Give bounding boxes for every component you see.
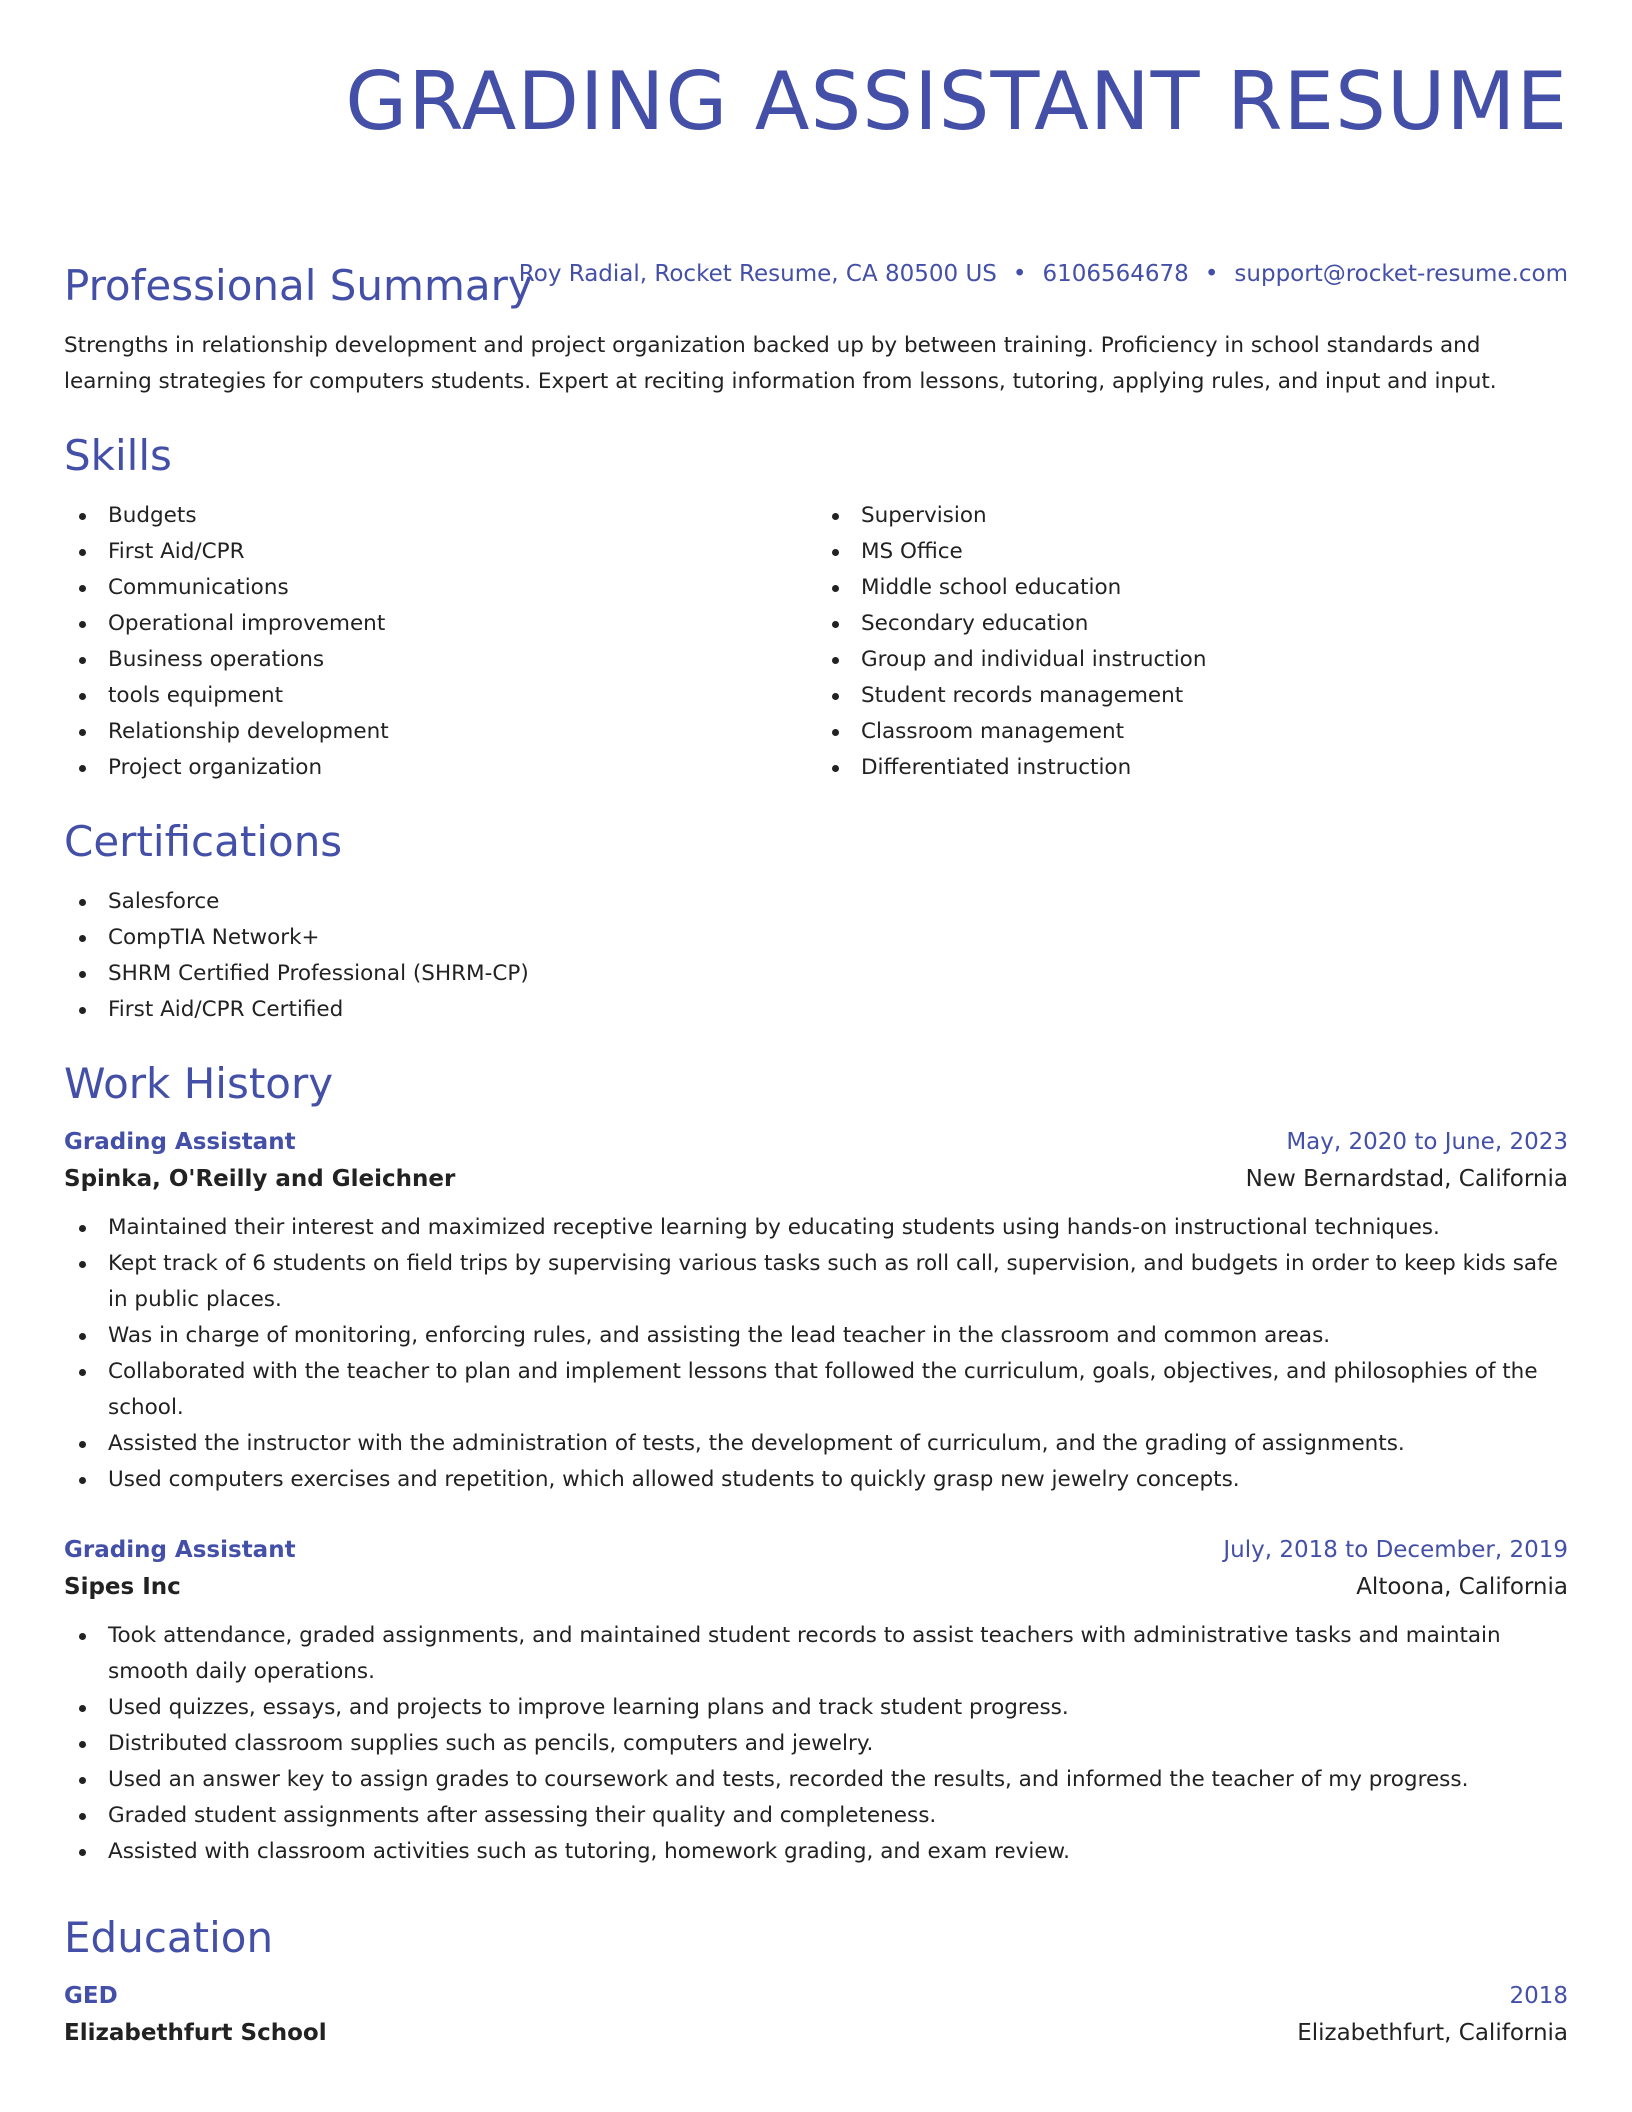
certifications-section xyxy=(64,814,1568,1028)
education-header xyxy=(64,1978,1568,2014)
bullet-dot xyxy=(79,549,86,556)
bullet-dot xyxy=(832,657,839,664)
bullet-dot xyxy=(79,1777,86,1784)
summary-section xyxy=(64,258,1568,400)
bullet-dot xyxy=(832,621,839,628)
skill-item: tools equipment xyxy=(64,678,815,714)
job-bullets xyxy=(64,1210,1568,1498)
contact-separator: • xyxy=(1204,261,1219,287)
skill-item: Operational improvement xyxy=(64,606,815,642)
bullet-dot xyxy=(832,585,839,592)
skill-item: Classroom management xyxy=(817,714,1568,750)
bullet-dot xyxy=(79,1007,86,1014)
job-title: Grading Assistant xyxy=(64,1129,296,1155)
bullet-dot xyxy=(79,765,86,772)
job-bullet: Kept track of 6 students on field trips by supervising various tasks such as roll call, supervision, and budgets in order to keep kids safe in public places. xyxy=(64,1246,1568,1318)
bullet-dot xyxy=(79,1741,86,1748)
bullet-dot xyxy=(79,1333,86,1340)
job-location: Altoona, California xyxy=(1356,1574,1568,1600)
work-history-heading: Work History xyxy=(64,1059,334,1108)
certifications-heading: Certifications xyxy=(64,817,343,866)
bullet-dot xyxy=(832,729,839,736)
skill-item: Supervision xyxy=(817,498,1568,534)
job-subheader xyxy=(64,1160,1568,1198)
skill-item: MS Office xyxy=(817,534,1568,570)
work-history-section xyxy=(64,1056,1568,1870)
bullet-dot xyxy=(79,693,86,700)
skills-columns xyxy=(64,498,1568,786)
contact-separator: • xyxy=(1012,261,1027,287)
education-heading: Education xyxy=(64,1913,274,1962)
skill-item: Project organization xyxy=(64,750,815,786)
bullet-dot xyxy=(79,1225,86,1232)
job-bullet: Used an answer key to assign grades to coursework and tests, recorded the results, and informed the teacher of my progress. xyxy=(64,1762,1568,1798)
skills-section xyxy=(64,428,1568,786)
certification-item: CompTIA Network+ xyxy=(64,920,1568,956)
job-location: New Bernardstad, California xyxy=(1245,1166,1568,1192)
job-bullet: Collaborated with the teacher to plan and implement lessons that followed the curriculum, goals, objectives, and philosophies of the school. xyxy=(64,1354,1568,1426)
certification-item: SHRM Certified Professional (SHRM-CP) xyxy=(64,956,1568,992)
bullet-dot xyxy=(79,899,86,906)
bullet-dot xyxy=(79,585,86,592)
bullet-dot xyxy=(832,513,839,520)
job-bullets xyxy=(64,1618,1568,1870)
certification-item: Salesforce xyxy=(64,884,1568,920)
bullet-dot xyxy=(832,549,839,556)
job-dates: July, 2018 to December, 2019 xyxy=(1223,1537,1568,1563)
job-bullet: Distributed classroom supplies such as pencils, computers and jewelry. xyxy=(64,1726,1568,1762)
skill-item: Communications xyxy=(64,570,815,606)
skills-right-column xyxy=(815,498,1568,786)
summary-heading: Professional Summary xyxy=(64,261,533,310)
bullet-dot xyxy=(79,1261,86,1268)
job-company: Sipes Inc xyxy=(64,1574,181,1600)
certifications-list xyxy=(64,884,1568,1028)
bullet-dot xyxy=(79,1633,86,1640)
skills-heading: Skills xyxy=(64,431,172,480)
job-bullet: Took attendance, graded assignments, and maintained student records to assist teachers with administrative tasks and maintain smooth daily operations. xyxy=(64,1618,1568,1690)
bullet-dot xyxy=(832,693,839,700)
skill-item: Student records management xyxy=(817,678,1568,714)
skill-item: Relationship development xyxy=(64,714,815,750)
job-entry xyxy=(64,1532,1568,1870)
job-company: Spinka, O'Reilly and Gleichner xyxy=(64,1166,456,1192)
job-bullet: Assisted the instructor with the administration of tests, the development of curriculum, and the grading of assignments. xyxy=(64,1426,1568,1462)
education-year: 2018 xyxy=(1509,1983,1568,2009)
bullet-dot xyxy=(79,971,86,978)
bullet-dot xyxy=(79,1441,86,1448)
contact-phone[interactable]: 6106564678 xyxy=(1042,261,1189,287)
job-entry xyxy=(64,1124,1568,1498)
education-location: Elizabethfurt, California xyxy=(1297,2020,1568,2046)
bullet-dot xyxy=(79,1477,86,1484)
education-section xyxy=(64,1910,1568,2052)
education-subheader xyxy=(64,2014,1568,2052)
summary-text: Strengths in relationship development and project organization backed up by between training. Proficiency in school standards and learning strategies for computers students. Expert at reciting information from lessons, tutoring, applying rules, and input and input. xyxy=(64,333,1497,394)
skill-item: Group and individual instruction xyxy=(817,642,1568,678)
job-bullet: Was in charge of monitoring, enforcing rules, and assisting the lead teacher in the classroom and common areas. xyxy=(64,1318,1568,1354)
skill-item: Secondary education xyxy=(817,606,1568,642)
job-bullet: Maintained their interest and maximized receptive learning by educating students using hands-on instructional techniques. xyxy=(64,1210,1568,1246)
bullet-dot xyxy=(79,1369,86,1376)
resume-title: GRADING ASSISTANT RESUME xyxy=(345,55,1568,148)
job-bullet: Assisted with classroom activities such as tutoring, homework grading, and exam review. xyxy=(64,1834,1568,1870)
bullet-dot xyxy=(79,935,86,942)
job-dates: May, 2020 to June, 2023 xyxy=(1286,1129,1568,1155)
bullet-dot xyxy=(832,765,839,772)
job-header xyxy=(64,1532,1568,1568)
job-bullet: Graded student assignments after assessing their quality and completeness. xyxy=(64,1798,1568,1834)
skill-item: First Aid/CPR xyxy=(64,534,815,570)
skill-item: Budgets xyxy=(64,498,815,534)
job-subheader xyxy=(64,1568,1568,1606)
skill-item: Differentiated instruction xyxy=(817,750,1568,786)
education-school: Elizabethfurt School xyxy=(64,2020,327,2046)
job-bullet: Used quizzes, essays, and projects to improve learning plans and track student progress. xyxy=(64,1690,1568,1726)
bullet-dot xyxy=(79,513,86,520)
contact-email[interactable]: support@rocket-resume.com xyxy=(1234,261,1568,287)
education-entry xyxy=(64,1978,1568,2052)
skill-item: Business operations xyxy=(64,642,815,678)
bullet-dot xyxy=(79,729,86,736)
bullet-dot xyxy=(79,657,86,664)
certification-item: First Aid/CPR Certified xyxy=(64,992,1568,1028)
bullet-dot xyxy=(79,1849,86,1856)
skill-item: Middle school education xyxy=(817,570,1568,606)
education-degree: GED xyxy=(64,1983,118,2009)
job-header xyxy=(64,1124,1568,1160)
skills-left-column xyxy=(64,498,815,786)
contact-address: Roy Radial, Rocket Resume, CA 80500 US xyxy=(518,261,997,287)
job-bullet: Used computers exercises and repetition, which allowed students to quickly grasp new jewelry concepts. xyxy=(64,1462,1568,1498)
bullet-dot xyxy=(79,1813,86,1820)
bullet-dot xyxy=(79,621,86,628)
bullet-dot xyxy=(79,1705,86,1712)
job-title: Grading Assistant xyxy=(64,1537,296,1563)
